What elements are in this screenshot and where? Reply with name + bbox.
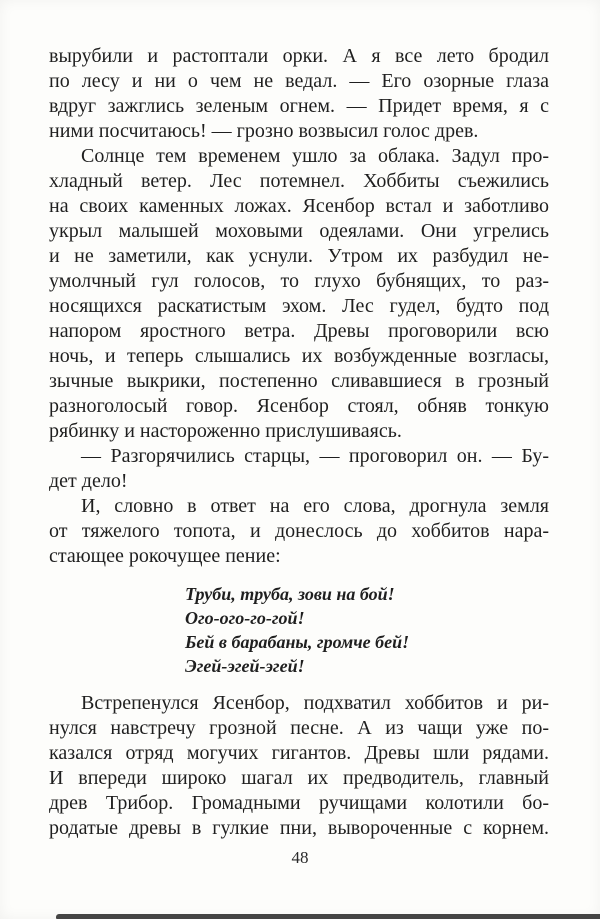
- text-line: от тяжелого топота, и донеслось до хоббитов нара-: [49, 520, 549, 542]
- text-line: нулся навстречу грозной песне. А из чащи уже по-: [49, 717, 549, 739]
- verse-line: Бей в барабаны, громче бей!: [185, 632, 410, 652]
- text-line: зычные выкрики, постепенно сливавшиеся в грозный: [49, 370, 549, 392]
- text-line: укрыл малышей моховыми одеялами. Они угрелись: [49, 220, 549, 242]
- text-line: вдруг зажглись зеленым огнем. — Придет время, я с: [49, 95, 549, 117]
- text-line: ночь, и теперь слышались их возбужденные возгласы,: [49, 345, 549, 367]
- scan-edge-artifact: [56, 914, 600, 919]
- text-line: Встрепенулся Ясенбор, подхватил хоббитов и ри-: [81, 692, 549, 714]
- text-line: дет дело!: [49, 470, 128, 492]
- text-line: Солнце тем временем ушло за облака. Задул про-: [81, 145, 549, 167]
- text-line: по лесу и ни о чем не ведал. — Его озорные глаза: [49, 70, 549, 92]
- verse-line: Эгей-эгей-эгей!: [185, 656, 305, 676]
- text-line: умолчный гул голосов, то глухо бубнящих, то раз-: [49, 270, 549, 292]
- text-line: древ Трибор. Громадными ручищами колотили бо-: [49, 792, 549, 814]
- verse-line: Труби, труба, зови на бой!: [185, 584, 395, 604]
- text-line: И, словно в ответ на его слова, дрогнула земля: [81, 495, 549, 517]
- verse-block: [185, 582, 549, 678]
- text-line: разноголосый говор. Ясенбор стоял, обняв тонкую: [49, 395, 549, 417]
- text-line: И впереди широко шагал их предводитель, главный: [49, 767, 549, 789]
- page-text: [49, 44, 549, 841]
- text-line: казался отряд могучих гигантов. Древы шли рядами.: [49, 742, 549, 764]
- text-line: родатые древы в гулкие пни, вывороченные с корнем.: [49, 817, 549, 839]
- text-line: на своих каменных ложах. Ясенбор встал и заботливо: [49, 195, 549, 217]
- text-line: напором яростного ветра. Древы проговорили всю: [49, 320, 549, 342]
- verse-line: Ого-ого-го-гой!: [185, 608, 305, 628]
- text-line: — Разгорячились старцы, — проговорил он. — Бу-: [81, 445, 549, 467]
- text-line: стающее рокочущее пение:: [49, 545, 281, 567]
- text-line: рябинку и настороженно прислушиваясь.: [49, 420, 402, 442]
- text-line: ними посчитаюсь! — грозно возвысил голос древ.: [49, 120, 479, 142]
- text-line: носящихся раскатистым эхом. Лес гудел, будто под: [49, 295, 549, 317]
- page-number: 48: [291, 848, 309, 867]
- text-line: и не заметили, как уснули. Утром их разбудил не-: [49, 245, 549, 267]
- text-line: хладный ветер. Лес потемнел. Хоббиты съежились: [49, 170, 549, 192]
- text-line: вырубили и растоптали орки. А я все лето бродил: [49, 45, 549, 67]
